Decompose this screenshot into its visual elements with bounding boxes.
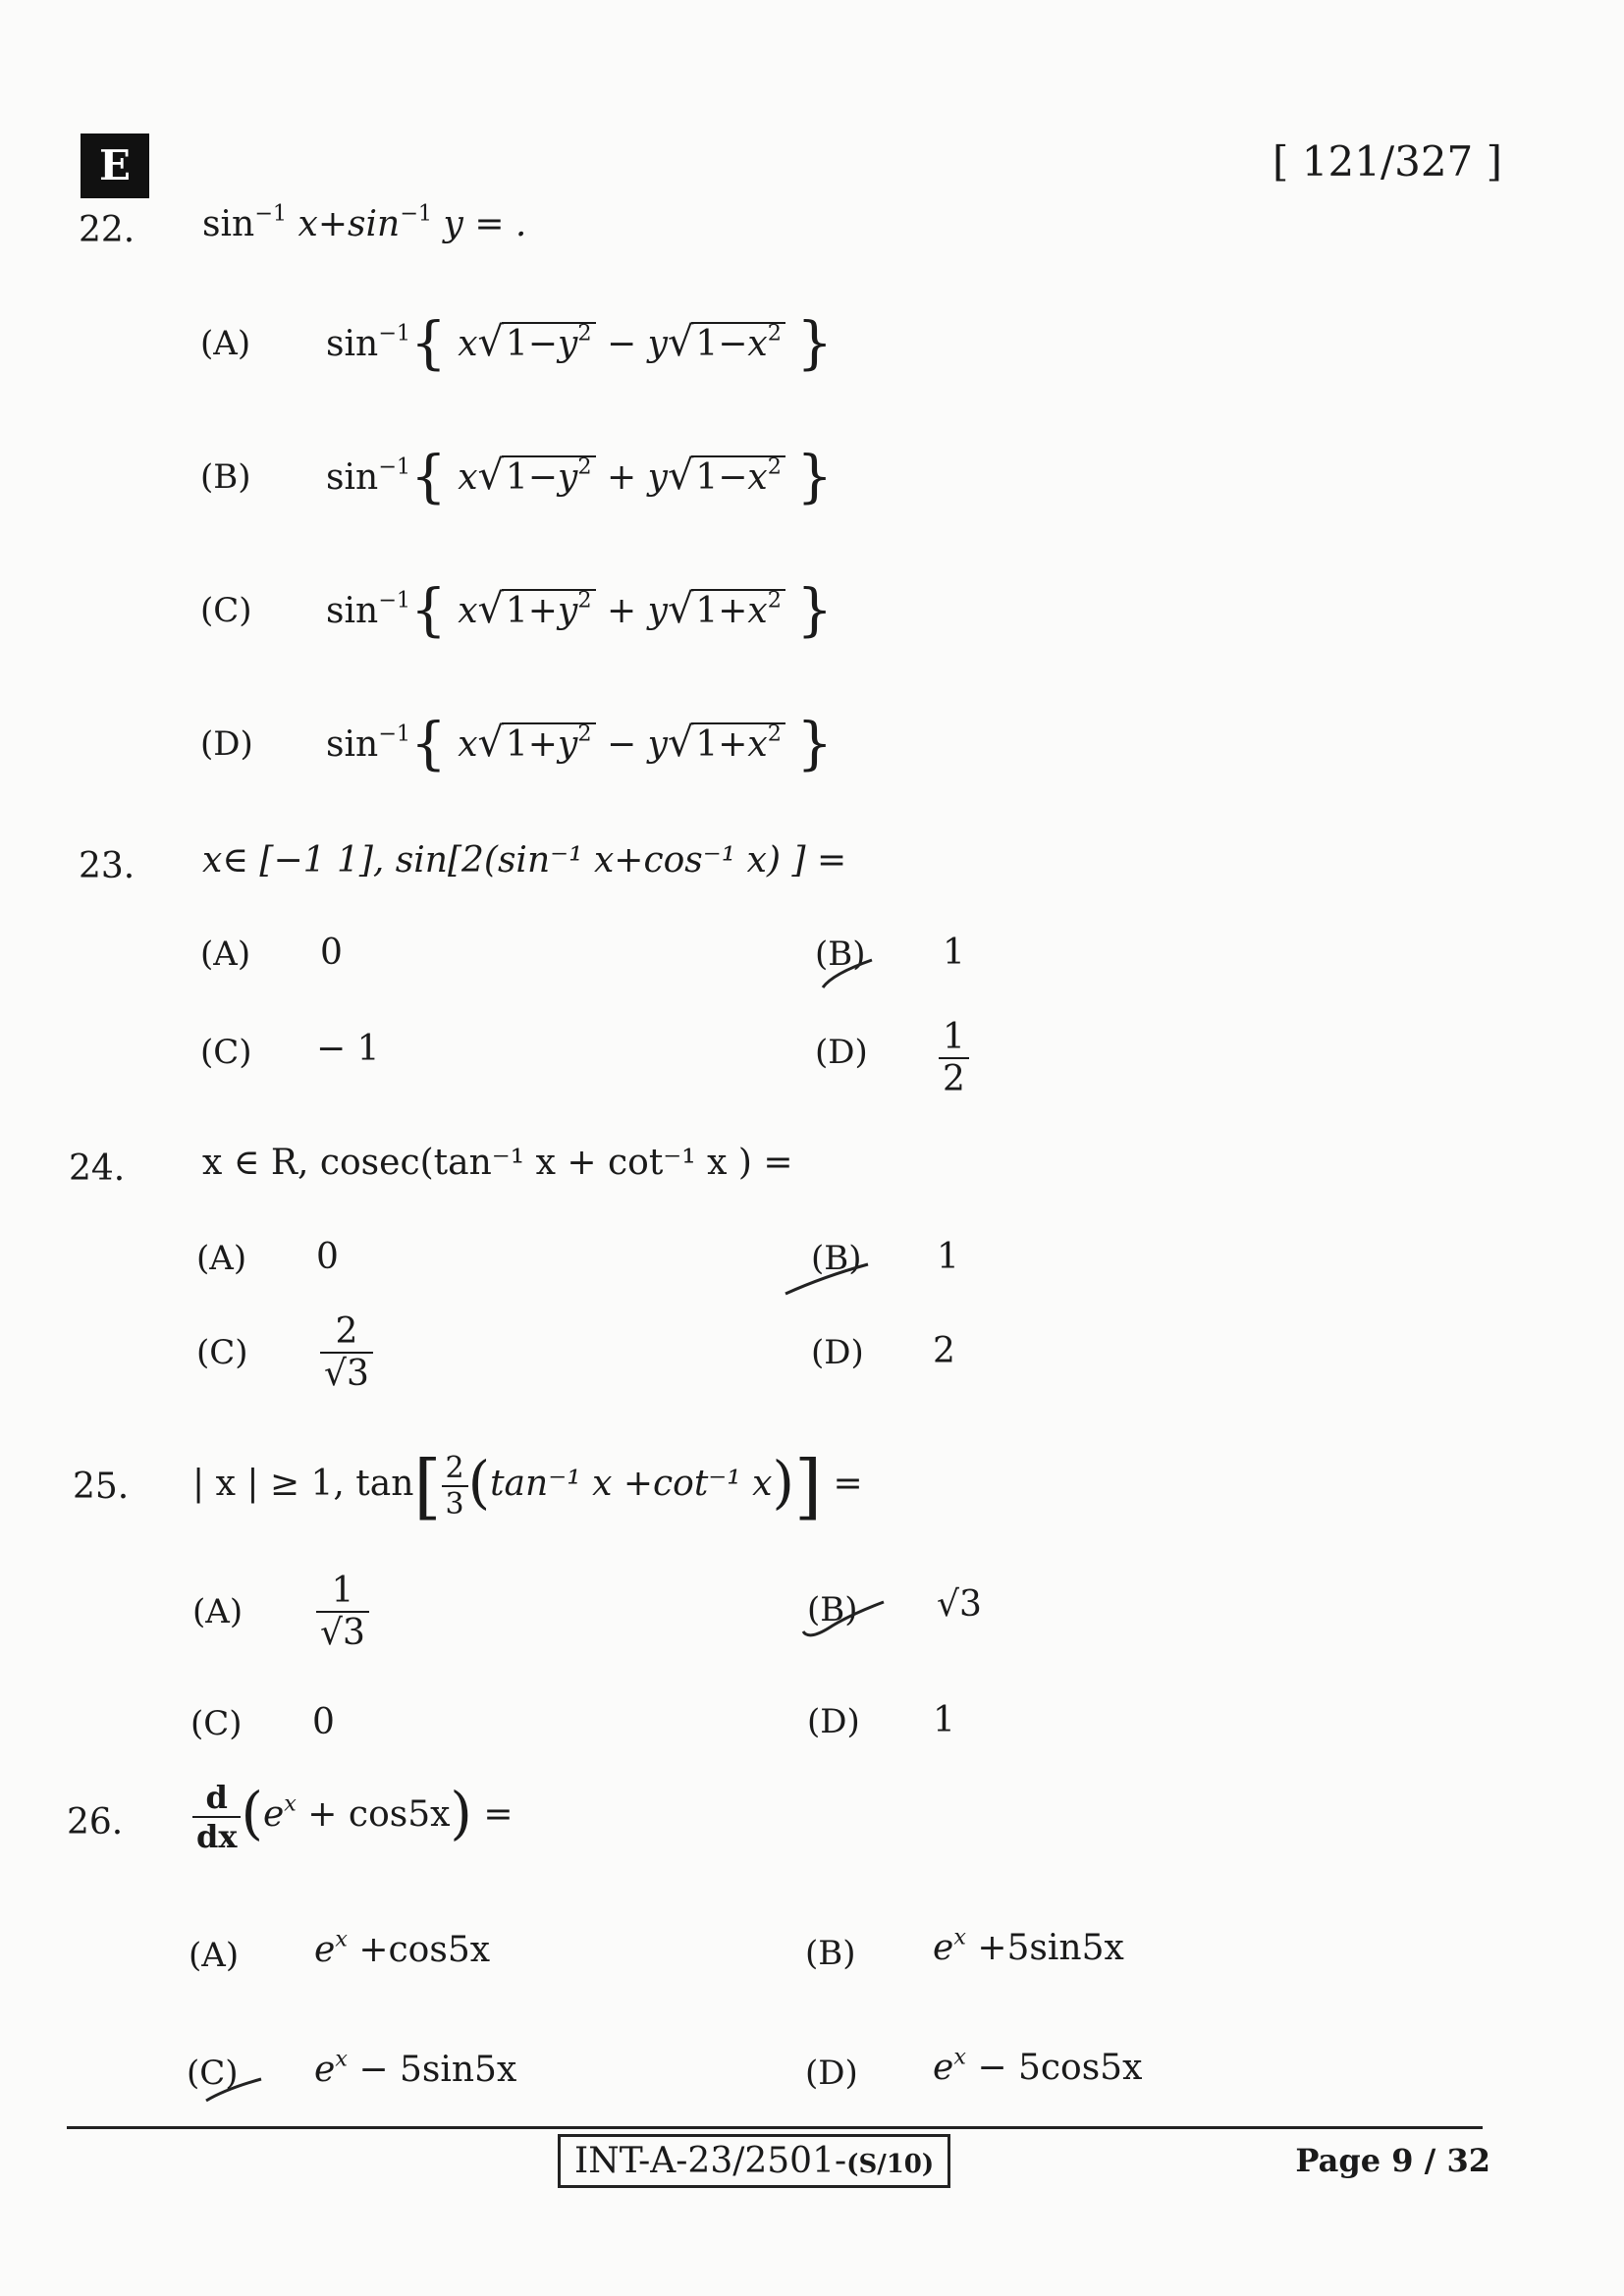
question-number-23: 23.	[79, 846, 135, 886]
option-25-c-label: (C)	[190, 1704, 243, 1743]
option-22-c: $\sin^{-1}${ $x√1+y^2 + y√1+x^2$ }	[326, 577, 834, 643]
option-23-d: $\frac{1}{2}$	[939, 1017, 969, 1099]
option-22-d: $\sin^{-1}${ $x√1+y^2 - y√1+x^2$ }	[326, 711, 834, 776]
option-23-a-label: (A)	[200, 934, 251, 974]
option-24-b-label: (B)	[811, 1239, 862, 1278]
option-25-b: √3	[937, 1584, 982, 1625]
option-24-a: 0	[316, 1237, 339, 1277]
option-25-d: 1	[933, 1700, 955, 1740]
option-26-b: $e^x +5\sin 5x$	[933, 1924, 1124, 1968]
option-26-c-label: (C)	[187, 2054, 239, 2093]
option-22-c-label: (C)	[200, 591, 252, 630]
question-number-26: 26.	[67, 1802, 124, 1842]
option-25-d-label: (D)	[807, 1702, 860, 1741]
question-stem-22: $\sin^{-1} x+\sin^{-1}$ y = .	[202, 200, 527, 244]
option-24-c: $\frac{2}{√3}$	[320, 1311, 373, 1394]
option-23-d-label: (D)	[815, 1033, 868, 1072]
answer-mark-23-b	[823, 960, 872, 988]
option-24-b: 1	[937, 1237, 959, 1277]
footer-rule	[67, 2126, 1483, 2129]
question-stem-25: | x | ≥ 1, tan[ $\frac{2}{3}$ (tan⁻¹ x +cot⁻¹ x)] =	[192, 1445, 863, 1527]
option-26-c: $e^x - 5\sin 5x$	[314, 2046, 517, 2090]
question-stem-24: x ∈ R, cosec(tan⁻¹ x + cot⁻¹ x ) =	[202, 1143, 793, 1183]
section-badge: E	[81, 133, 149, 198]
page-number: Page 9 / 32	[1295, 2142, 1490, 2179]
answer-mark-26-c	[206, 2079, 261, 2101]
answer-mark-25-b	[803, 1602, 884, 1635]
option-26-a: $e^x +\cos 5x$	[314, 1926, 491, 1970]
option-25-b-label: (B)	[807, 1590, 858, 1629]
question-stem-23: x∈ [−1 1], sin[2(sin⁻¹ x+cos⁻¹ x) ] =	[202, 840, 847, 881]
question-stem-26: $\frac{d}{dx}$ $(e^x + \cos 5x)$ =	[192, 1779, 514, 1855]
booklet-code: INT-A-23/2501-(S/10)	[558, 2134, 950, 2188]
option-22-a-label: (A)	[200, 324, 251, 363]
option-24-a-label: (A)	[196, 1239, 247, 1278]
option-26-d: $e^x - 5\cos 5x$	[933, 2044, 1143, 2088]
paper-code: [ 121/327 ]	[1272, 137, 1502, 186]
option-23-b-label: (B)	[815, 934, 866, 974]
option-25-a: $\frac{1}{√3}$	[316, 1571, 369, 1653]
question-number-22: 22.	[79, 210, 135, 250]
option-26-b-label: (B)	[805, 1934, 856, 1973]
question-number-24: 24.	[69, 1148, 126, 1189]
option-24-c-label: (C)	[196, 1333, 248, 1372]
question-number-25: 25.	[73, 1467, 130, 1507]
option-23-c: − 1	[316, 1029, 380, 1069]
option-22-b: $\sin^{-1}${ $x√1-y^2 + y√1-x^2$ }	[326, 444, 834, 509]
option-26-a-label: (A)	[189, 1936, 240, 1975]
option-23-a: 0	[320, 933, 343, 973]
option-23-b: 1	[943, 933, 965, 973]
option-22-d-label: (D)	[200, 724, 253, 764]
option-25-c: 0	[312, 1702, 335, 1742]
option-23-c-label: (C)	[200, 1033, 252, 1072]
option-25-a-label: (A)	[192, 1592, 244, 1631]
option-22-b-label: (B)	[200, 457, 251, 497]
option-26-d-label: (D)	[805, 2054, 858, 2093]
option-24-d: 2	[933, 1331, 955, 1371]
option-22-a: $\sin^{-1}${ $x√1-y^2 - y√1-x^2$ }	[326, 310, 834, 376]
option-24-d-label: (D)	[811, 1333, 864, 1372]
answer-mark-24-b	[785, 1264, 868, 1294]
